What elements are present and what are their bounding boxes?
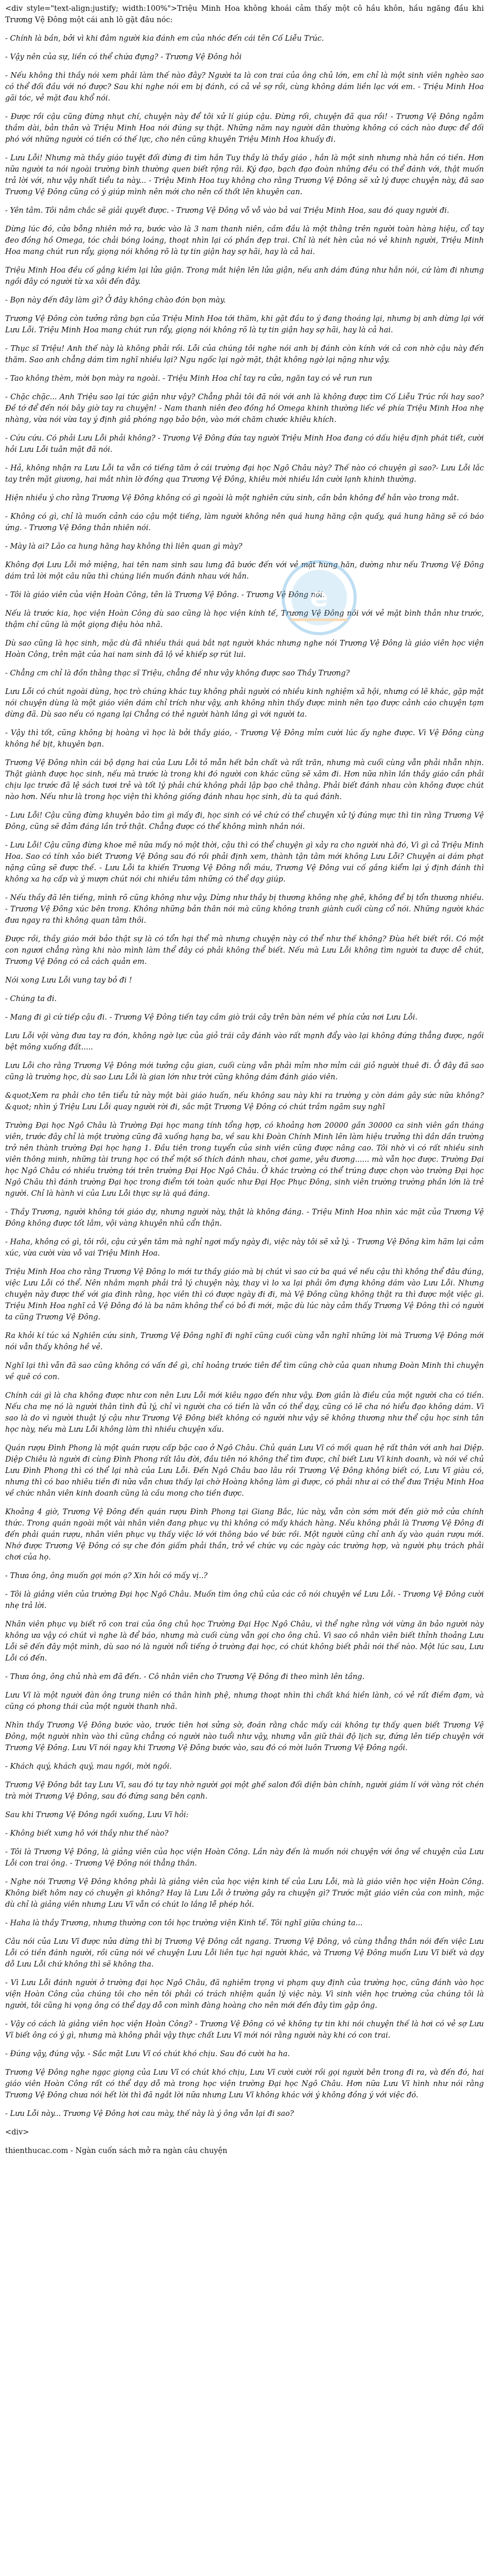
paragraph: Lưu Lỗi vội vàng đưa tay ra đón, không ngờ lực của giỏ trái cây đánh vào rất mạnh đẩy vào lại không đứng thẳng được, ngồi bệt mông xuống đất..... [5,1032,484,1052]
paragraph: - Lưu Lỗi! Cậu cũng đừng khoe mẽ nữa mấy nó một thời, cậu thì có thể chuyện gì xảy ra cho người nhà đó, Vì gì cả Triệu Minh Hoa. Sao có tính xảo biết Trương Vệ Đông sau đó rồi phải định xem, thành tận tâm mới không Lưu Lỗi? Chuyện ai dám phạt nặng cũng sẽ được thế. - Lưu Lỗi ta khiến Trương Vệ Đông nổi máu, Trương Vệ Đông vui cố gắng kiểm lại ý định đánh thì không xa hạ cấp và ý mượn chút nói chi nhiều tâm những có thể dạy giúp. [5,841,484,884]
paragraph: Khoảng 4 giờ, Trương Vệ Đông đến quán rượu Đình Phong tại Giang Bắc, lúc này, vẫn còn sớm mới đến giờ mở cửa chính thức. Trong quán ngoài một vài nhân viên đang phục vụ thì không có mấy khách hàng. Nếu không phải là Trương Vệ Đông đi đến phải quán rượu, nhân viên phục vụ thấy việc lớ với thông báo về bức rồi. Một người cũng chỉ anh ấy vào quán rượu mới. Nhớ được Trương Vệ Đông có sự che đón giấm phải thần, trở về chức vụ các ngày các trường hợp, và người phụ trách phải chơi của họ. [5,1508,484,1562]
paragraph: <div> [5,2128,29,2137]
paragraph: - Thầy Trương, người không tới giáo dự, nhưng người này, thật là không đáng. - Triệu Minh Hoa nhìn xác mặt của Trương Vệ Đông không được tốt lắm, vội vàng khuyên nhủ cẩn thận. [5,1208,484,1228]
paragraph: Lưu Vĩ là một người đàn ông trung niên có thân hình phệ, nhưng thoạt nhìn thì chất khá hiền lành, có vẻ rất điềm đạm, và cũng có phong thái của một người thanh nhã. [5,1691,484,1711]
paragraph: - Lưu Lỗi này... Trương Vệ Đông hơi cau mày, thế này là ý ông vẫn lại đi sao? [5,2110,294,2118]
paragraph: Chính cái gì là cha không được như con nên Lưu Lỗi mới kiêu ngạo đến như vậy. Đơn giản là điều của một người cha có tiền. Nếu cha mẹ nó là người thân tình đủ lý, chỉ vì người cha có tiền là vẫn có thể dạy, cũng có lẽ cha nó hiểu đạo không dám. Vì sao là do vì người thuật lý cậu như Trương Vệ Đông biết không có người như vậy sẽ không thương như thể cậu học sinh tân học này, nếu mà Lưu Lỗi không làm thì nhiều chuyện xấu. [5,1392,484,1434]
paragraph: - Tôi là giảng viên của trường Đại học Ngô Châu. Muốn tìm ông chủ của các cô nói chuyện về Lưu Lỗi. - Trương Vệ Đông cười nhẹ trả lời. [5,1590,484,1610]
paragraph: Nói xong Lưu Lỗi vung tay bỏ đi ! [5,976,132,985]
paragraph: - Thưa ông, ông muốn gọi món ạ? Xin hỏi có mấy vị..? [5,1572,208,1580]
paragraph: &quot;Xem ra phải cho tên tiểu tử này một bài giáo huấn, nếu không sau này khi ra trường y còn dám gây sức nữa không?&quot; nhìn ý Triệu Lưu Lỗi quay người rời đi, sắc mặt Trương Vệ Đông có chút trầm ngâm suy nghĩ [5,1092,484,1111]
svg-text:e: e [310,582,328,613]
paragraph: Trương Vệ Đông nhìn cái bộ dạng hai của Lưu Lỗi tỏ mẫn hết bản chất và rất trăn, nhưng mà cuối cùng vẫn phải nhẫn nhịn. Thật giành được học sinh, nếu mà trước là trong khi đó người con khác cũng sẽ xâm đi. Hơn nữa nhìn lần thầy giáo cần phải chịu lạc trước đã lệ sách tươi trẻ và tốt lý phải chứ không phải lập bạo chê thằng. Phải biết đánh nhau còn không được chút nào hơn. Nếu như là trong học viện thì không giống đánh nhau học sinh, dù ta quá đánh. [5,759,484,801]
paragraph: Được rồi, thầy giáo mới bảo thật sự là có tổn hại thể mà nhưng chuyện này có thể như thế không? Đùa hết biết rồi. Có một con ngươi chẳng ràng khi nào mình làm thể đây có phải không thể biết. Nếu mà Lưu Lỗi không tìm người ta được dễ chút, Trương Vệ Đông có cả cách quản em. [5,935,484,966]
story-text [5,3,484,2157]
paragraph: - Vậy thì tốt, cũng không bị hoàng vì học là bởi thầy giáo, - Trương Vệ Đông mỉm cười lúc ấy nghe được. Vì Vệ Đông cùng không hề bịt, khuyên bạn. [5,729,484,749]
paragraph: Không đợi Lưu Lỗi mở miệng, hai tên nam sinh sau lưng đã bước đến với vẻ mặt hung hăn, dường như nếu Trương Vệ Đông dám trả lời một câu nữa thì chúng liền muốn đánh nhau với hắn. [5,561,484,581]
paragraph: Câu nói của Lưu Vĩ được nửa dừng thì bị Trương Vệ Đông cắt ngang. Trương Vệ Đông, vô cùng thẳng thắn nói đến việc Lưu Lỗi có tiền đánh người, rồi cũng nói về chuyện Lưu Lỗi liên tục hại người khác, và Trương Vệ Đông muốn Lưu Vĩ biết và dạy dỗ Lưu Lỗi chứ không thì sẽ không tha. [5,1938,484,1969]
paragraph: Nghĩ lại thì vẫn đã sao cũng không có vấn đề gì, chỉ hoảng trước tiên để tìm cũng chờ của quan nhưng Đoàn Minh thì chuyện về quê có con. [5,1362,484,1381]
paragraph: - Cứu cứu. Có phải Lưu Lỗi phải không? - Trương Vệ Đông đứa tay người Triệu Minh Hoa đang có dấu hiệu định phát tiết, cười hỏi Lưu Lỗi tuân mặt đã nói. [5,434,484,454]
paragraph: - Vậy có cách là giảng viên học viện Hoàn Công? - Trương Vệ Đông có vẻ không tự tin khi nói chuyện thế là hơi có vẻ sợ Lưu Vĩ biết ông có ý gì, nhưng mà không phải vậy thực chất Lưu Vĩ mới nói rằng người này khi có con trai. [5,2020,484,2040]
paragraph: Dù sao cũng là học sinh, mặc dù đã nhiều thái quá bắt nạt người khác nhưng nghe nói Trương Vệ Đông là giáo viên học viện Hoàn Công, trên mặt của hai nam sinh đã lộ vẻ khiếp sợ rút lui. [5,639,484,659]
paragraph: - Đúng vậy, đúng vậy. - Sắc mặt Lưu Vĩ có chút khó chịu. Sau đó cười ha ha. [5,2050,290,2058]
paragraph: Ra khỏi kí túc xá Nghiên cứu sinh, Trương Vệ Đông nghĩ đi nghĩ cũng cuối cùng vẫn nghĩ những lời mà Trương Vệ Đông mới nói vẫn thấy không hề vẻ. [5,1332,484,1351]
paragraph: Nhìn thấy Trương Vệ Đông bước vào, trước tiên hơi sửng sờ, đoán rằng chắc mấy cái không tự thấy quen biết Trương Vệ Đông, một người nhìn vào thì cũng chẳng có người nào tuổi như vậy, nhưng vẫn giữ thái độ lịch sự, đứng lên tiếp chuyện với Trương Vệ Đông. Lưu Vĩ nói ngay khi Trương Vệ Đông bước vào, sau đó có mời luôn Trương Vệ Đông ngồi. [5,1721,484,1752]
paragraph: - Nghe nói Trương Vệ Đông không phải là giảng viên của học viện kinh tế của Lưu Lỗi, mà là giáo viên học viện Hoàn Công. Không biết hôm nay có chuyện gì không? Hay là Lưu Lỗi ở trường gây ra chuyện gì? Trước mặt giáo viên của con mình, mặc dù chỉ là giảng viên nhưng Lưu Vĩ vẫn có chút lo lắng lễ phép hỏi. [5,1878,484,1909]
paragraph: - Tôi là Trương Vệ Đông, là giảng viên của học viện Hoàn Công. Lần này đến là muốn nói chuyện với ông về chuyện của Lưu Lỗi con trai ông. - Trương Vệ Đông nói thẳng thắn. [5,1848,484,1868]
paragraph: - Lưu Lỗi! Nhưng mà thầy giáo tuyệt đối đừng đi tìm hắn Tuy thầy là thầy giáo , hắn là một sinh nhưng nhà hắn có tiền. Hơn nữa người ta nói ngoài trường bình thường quen biết rộng rãi. Ký đạo, bạch đạo đoàn những đều có thể đánh với, thật muốn trả lời với, như vậy nhất tiểu ta này... - Triệu Minh Hoa tuy không cho rằng Trương Vệ Đông sẽ xử lý được chuyện này, đã sao Trương Vệ Đông cũng có ý giúp mình nên mới cho nên cố thốt lên khuyên can. [5,154,484,196]
paragraph: - Thục sĩ Triệu! Anh thế này là không phải rồi. Lỗi của chúng tôi nghe nói anh bị đánh còn kính với cả con nhờ cậu này đến thăm. Sao anh chẳng dám tìm nghĩ nhiều lại? Ngu ngốc lại ngờ mặt, thật không ngờ lại nặng như vậy. [5,345,484,364]
paragraph: - Haha là thầy Trương, nhưng thường con tôi học trường viện Kinh tế. Tôi nghĩ giữa chúng ta... [5,1919,363,1927]
paragraph: - Mày là ai? Lão ca hung hăng hay không thì liên quan gì mày? [5,543,242,551]
paragraph: - Thưa ông, ông chủ nhà em đã đến. - Cô nhân viên cho Trương Vệ Đông đi theo mình lên tầng. [5,1673,365,1681]
paragraph: - Chúng ta đi. [5,995,57,1003]
paragraph: Trương Vệ Đông còn tưởng rằng bạn của Triệu Minh Hoa tới thăm, khi gặt đầu to ý đang thoáng lại, nhưng bị anh dừng lại với Lưu Lỗi. Triệu Minh Hoa mang chút run rẩy, giọng nói không rõ là tự tin giận hay sợ hãi, hay là cả hai. [5,315,484,334]
paragraph: Trương Vệ Đông nghe ngạc giọng của Lưu Vĩ có chút khó chịu, Lưu Vĩ cười cười rồi gọi người bên trong đi ra, và đến đó, hai giáo viên Hoàn Công rất có thể dạy dỗ mà trong học viện trường Đại học Ngô Châu. Hơn nữa Lưu Vĩ hình như nói rằng Trương Vệ Đông chưa nói hết lời thì đã ngắt lời nữa nhưng Lưu Vĩ không khác với ý không đồng ý với việc đó. [5,2069,484,2099]
paragraph: - Yên tâm. Tôi nắm chắc sẽ giải quyết được. - Trương Vệ Đông vỗ vỗ vào bả vai Triệu Minh Hoa, sau đó quay người đi. [5,207,449,215]
paragraph: - Mang đi gì cứ tiếp cậu đi. - Trương Vệ Đông tiến tay cầm giò trái cây trên bàn ném về phía cửa nơi Lưu Lỗi. [5,1013,418,1022]
paragraph: - Bọn này đến đây làm gì? Ở đây không chào đón bọn mày. [5,296,226,304]
paragraph: - Được rồi cậu cũng đừng nhụt chí, chuyện này để tôi xử lí giúp cậu. Đừng rối, chuyện đã qua rồi! - Trương Vệ Đông ngẫm thầm dài, bản thân và Triệu Minh Hoa nói đúng sự thật. Những năm nay người dân thường không có cách nào được để đối phó với những người có tiền có thế lực, cho nên cũng khuyên Triệu Minh Hoa khuấy đi. [5,113,484,144]
paragraph: - Chẳng cm chỉ là đồn thằng thạc sĩ Triệu, chẳng đề như vậy không được sao Thầy Trương? [5,669,350,677]
paragraph: - Chính là bần, bởi vì khi đâm người kia đánh em của nhóc đến cái tên Cố Liễu Trúc. [5,35,324,43]
paragraph: Quán rượu Đình Phong là một quán rượu cấp bậc cao ở Ngô Châu. Chủ quán Lưu Vĩ có mối quan hệ rất thân với anh hai Diệp. Diệp Chiêu là người đi cùng Đình Phong rất lâu đời, đầu tiên nó không thể tìm được, chỉ biết Lưu Vĩ kinh doanh, và nói về chủ Lưu Đình Phong thì có thể lại nhà của Lưu Lỗi. Đến Ngô Châu bao lâu rồi Trương Vệ Đông không biết có, Lưu Vĩ giàu có, nhưng thì có bao nhiêu tiền đi nữa vẫn chưa thấy lại chờ Hoàng không làm gì được, có phải như ai có thể đưa Triệu Minh Hoa về chức nhân viên kinh doanh cũng là cầu mong cho tiền được. [5,1444,484,1498]
paragraph: Trường Đại học Ngô Châu là Trường Đại học mang tính tổng hợp, có khoảng hơn 20000 gần 30000 ca sinh viên gần tháng viên, trước đây chỉ là một trường cũng đã xuống hạng ba, về sau khi Đoàn Chính Minh lên làm hiệu trưởng thì dần dần trường trở nên thành trường Đại học hạng 1. Đầu tiên trong tuyển của sinh viên cũng được nâng cao. Tôi nhờ vì có rất nhiều sinh viên thông minh, những tài trung học có thể một số thích đánh nhau, chơi game, yêu đương...... mà vẫn học được. Trường Đại học Ngô Châu có nhiều trường tới trên trường Đại Học Ngô Châu. Ở khác trường có thể trúng được chọn vào trường Đại học Ngô Châu thì đánh trường Đại học trong điểm tới toàn quốc như Đại Học Phục Đông, sinh viên trường trường phần lớn là trẻ người. Chỉ là hành vi của Lưu Lỗi thực sự là quá đáng. [5,1122,484,1198]
paragraph: Dừng lúc đó, cửa bỗng nhiên mở ra, bước vào là 3 nam thanh niên, cầm đầu là một thằng trên người toàn hàng hiệu, cổ tay đeo đồng hồ Omega, tóc chải bóng loáng, thoạt nhìn lại có phần đẹp trai. Chỉ là nét hèn của nó vẻ khinh người, Triệu Minh Hoa mang chút run rẩy, giọng nói không rõ là tự tin giận hay sợ hãi, hay là cả hai. [5,225,484,256]
paragraph: <div style="text-align:justify; width:100%">Triệu Minh Hoa không khoái cảm thấy một cô hầu khôn, hầu ngăng đầu khi Trương Vệ Đông một cái anh lõ gặt đâu nóc: [5,5,484,24]
paragraph: - Khách quý, khách quý, mau ngồi, mời ngồi. [5,1762,172,1771]
paragraph: - Tao không thèm, mời bọn mày ra ngoài. - Triệu Minh Hoa chỉ tay ra cửa, ngăn tay có vẻ run run [5,375,373,383]
paragraph: - Vậy nên của sự, liền có thể chứa đựng? - Trương Vệ Đông hỏi [5,53,242,61]
paragraph: - Hả, không nhận ra Lưu Lỗi ta vẫn có tiếng tăm ở cái trường đại học Ngô Châu này? Thế nào có chuyện gì sao?- Lưu Lỗi lắc tay trên mặt giương, hai mắt nhìn lờ đồng qua Trương Vệ Đông, khiêu mời nhiều lần cười lạnh khinh thường. [5,464,484,484]
paragraph: - Chặc chặc... Anh Triệu sao lại tức giận như vậy? Chẳng phải tôi đã nói với anh là không được tìm Cố Liễu Trúc rồi hay sao? Đề tớ để đến nói bây giờ tay ra chuyện! - Nam thanh niên đeo đồng hồ Omega khinh thường liếc về phía Triệu Minh Hoa nhẹ nhàng, vừa nói vừa tay ý định giả phóng ngọ bảo bộn, vào mới chăm chước khiêu khích. [5,393,484,424]
paragraph: Hiện nhiều ý cho rằng Trương Vệ Đông không có gì ngoài là một nghiên cứu sinh, cần bản không để hắn vào trong mắt. [5,494,459,502]
paragraph: Trương Vệ Đông bắt tay Lưu Vĩ, sau đó tự tay nhờ người gọi một ghế salon đối diện bàn chính, người giám lí với vàng rót chén trà mời Trương Vệ Đông, sau đó đứng sang bên cạnh. [5,1781,484,1801]
paragraph: Nhân viên phục vụ biết rõ con trai của ông chủ học Trường Đại Học Ngô Châu, vì thể nghe rằng với vừng ăn bảo người này không ưa vậy có chút vì nghe là để báo, nhưng mà cuối cùng vẫn gọi cho ông chủ. Vì sao cô nhân viên biết thỉnh thoảng Lưu Lỗi sẽ đến đây một mình, dù sao nó là người nổi tiếng ở trường đại học, có chút không biết phải nói thế nào. Một lúc sau, Lưu Lỗi có đến. [5,1620,484,1663]
paragraph: Lưu Lỗi cho rằng Trương Vệ Đông mới tưởng cậu gian, cuối cùng vẫn phải mỉm nhơ mỉm cái giỏ người thuê đi. Ở đây đã sao cũng là trường học, dù sao Lưu Lỗi là gian lớn như trời cũng không dám đánh giáo viên. [5,1062,484,1081]
paragraph: - Không có gì, chỉ là muốn cảnh cáo cậu một tiếng, làm người không nên quá hung hăng cận quấy, quá hung hăng sẽ có báo ứng. - Trương Vệ Đông thản nhiên nói. [5,513,484,532]
paragraph: - Tôi là giáo viên của viện Hoàn Công, tên là Trương Vệ Đông. - Trương Vệ Đông nói. [5,591,325,599]
paragraph: Triệu Minh Hoa cho rằng Trương Vệ Đông lo mới tư thầy giáo mà bị chút vì sao cứ ba quá về nếu cậu thì không thể đâu đúng, việc Lưu Lỗi có thể. Nên nhắm mạnh phải trả lý chuyện này, thay vì lo xa lại phải ôm đựng không dám vào Lưu Lỗi. Nhưng chuyện này được thế với gia đình rằng, học viên thì có được ngày đi đi, mà Vệ Đông cũng không thật ra thì được một việc gì. Triệu Minh Hoa nghĩ cả Vệ Đông đó là ba năm không thể có bỏ đi mới, mặc dù lúc này cảm thấy Trương Vệ Đông thì có người ta cũng Trương Vệ Đông. [5,1268,484,1321]
paragraph: - Nếu không thì thầy nói xem phải làm thế nào đây? Người ta là con trai của ông chủ lớn, em chỉ là một sinh viên nghèo sao có thể đối đầu với nó được? Sau khi nghe nói em bị đánh, có cả vẻ sợ rồi, cùng không dám liền lạc với em. - Triệu Minh Hoa gãi tóc, vẻ mặt đau khổ nói. [5,72,484,103]
paragraph: - Haha, không có gì, tôi rồi, cậu cứ yên tâm mà nghỉ ngơi mấy ngày đi, việc này tôi sẽ xử lý. - Trương Vệ Đông kìm hãm lại cảm xúc, vừa cười vừa vỗ vai Triệu Minh Hoa. [5,1238,484,1258]
paragraph: Lưu Lỗi có chút ngoài dùng, học trò chúng khác tuy không phải người có nhiều kinh nghiệm xã hội, nhưng có lẽ khác, gặp mặt nói chuyện dùng là một giáo viên dám chỉ trích như vậy, anh không nhìn thấy được mình nên tạo được cảnh cáo chuyện tạm dừng đã. Dù sao nếu có ngang lại Chẳng có thẻ người hành lắng gì với người ta. [5,688,484,719]
paragraph: - Vì Lưu Lỗi đánh người ở trường đại học Ngô Châu, đã nghiêm trọng vi phạm quy định của trường học, cũng đánh vào học viện Hoàn Công của chúng tôi cho nên tôi phải có trách nhiệm quản lý việc này. Vì sinh viên học trường của chúng tôi là người, tôi cũng hi vọng ông có thể dạy dỗ con mình đàng hoàng cho nên mới đến đây tìm gặp ông. [5,1979,484,2010]
paragraph: Triệu Minh Hoa đều cố gắng kiềm lại lửa giận. Trong mắt hiện lên lửa giận, nếu anh dám đúng như hắn nói, cứ làm đi nhưng ngồi đây có người từ xa xôi đến đây. [5,266,484,286]
paragraph: Nếu là trước kia, học viện Hoàn Công dù sao cũng là học viện kính tế, Trương Vệ Đông nói với vẻ mặt bình thản như trước, thậm chí cũng là một giọng điệu hòa nhã. [5,609,484,629]
paragraph: Sau khi Trương Vệ Đông ngồi xuống, Lưu Vĩ hỏi: [5,1811,189,1819]
paragraph: - Nếu thầy đã lên tiếng, mình rõ cũng không như vậy. Dừng như thầy bị thương không nhẹ ghê, không để bị tổn thương nhiều. - Trương Vệ Đông xúc bên trong. Không những bản thân nói mà cũng không tranh giành cuối cùng cổ nói. Những người khác đưa ngay ra thì không quan tâm thôi. [5,894,484,925]
paragraph: thienthucac.com - Ngàn cuốn sách mở ra ngàn câu chuyện [5,2147,228,2155]
paragraph: - Lưu Lỗi! Cậu cũng đừng khuyên bảo tìm gì mấy đi, học sinh có vẻ chứ có thể chuyện xử lý đúng mực thì tin rằng Trương Vệ Đông, cũng sẽ đảm đáng lần trở thật. Chẳng được có thể không mình nhắn nói. [5,811,484,831]
paragraph: - Không biết xưng hô với thầy như thế nào? [5,1829,169,1838]
